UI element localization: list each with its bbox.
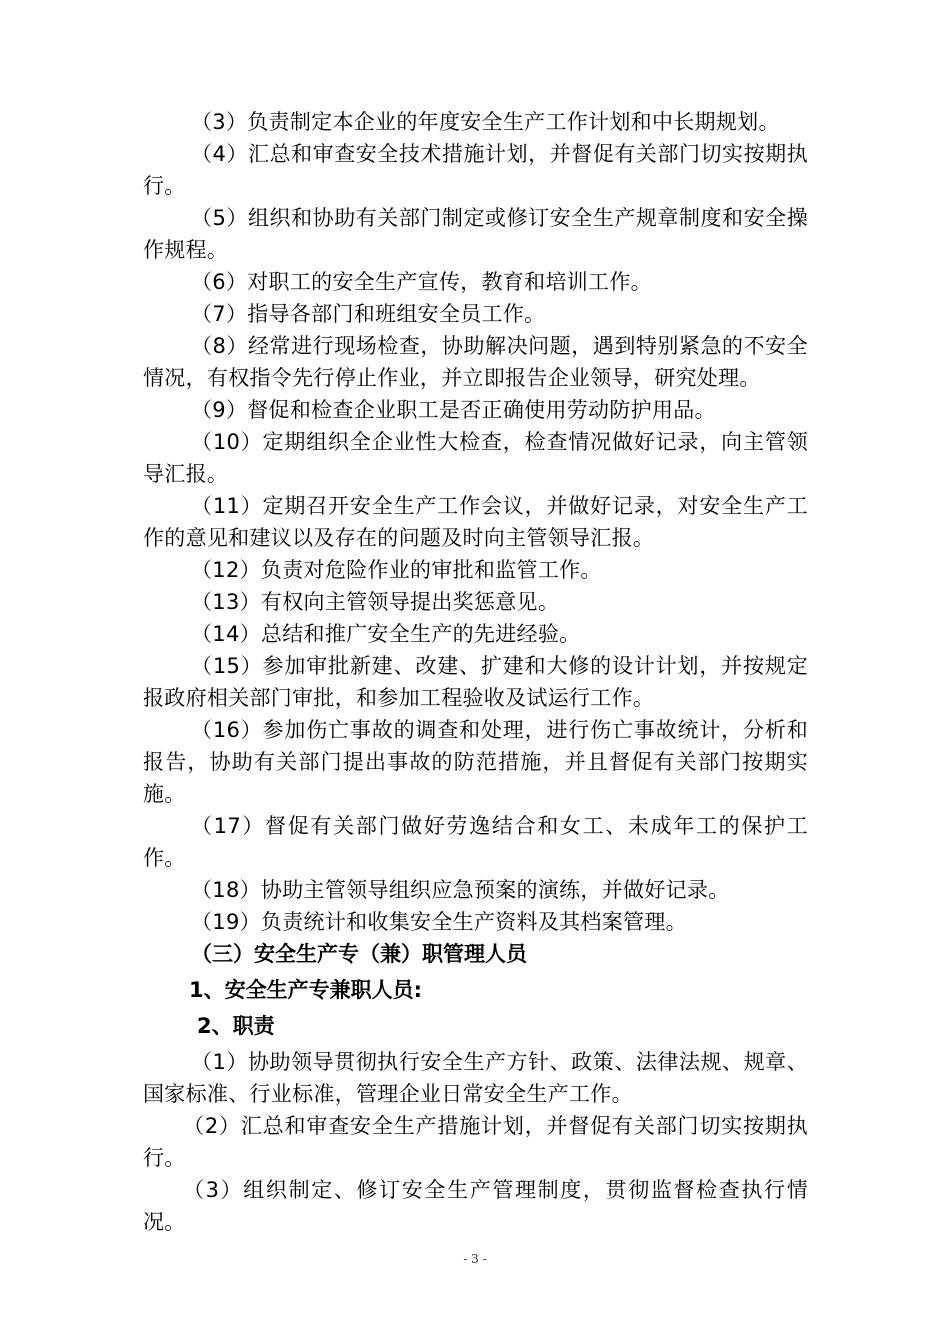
paragraph-item-3: （3）负责制定本企业的年度安全生产工作计划和中长期规划。: [191, 110, 780, 134]
paragraph-item-19: （19）负责统计和收集安全生产资料及其档案管理。: [191, 910, 687, 934]
page-number: - 3 -: [463, 1252, 487, 1266]
paragraph-item-10: （10）定期组织全企业性大检查，检查情况做好记录，向主管领导汇报。: [143, 430, 808, 486]
paragraph-item-13: （13）有权向主管领导提出奖惩意见。: [191, 590, 560, 614]
paragraph-item-18: （18）协助主管领导组织应急预案的演练，并做好记录。: [191, 878, 730, 902]
paragraph-item-12: （12）负责对危险作业的审批和监管工作。: [191, 558, 602, 582]
paragraph-item-6: （6）对职工的安全生产宣传，教育和培训工作。: [191, 270, 652, 294]
paragraph-item-17: （17）督促有关部门做好劳逸结合和女工、未成年工的保护工作。: [143, 814, 808, 870]
paragraph-item-5: （5）组织和协助有关部门制定或修订安全生产规章制度和安全操作规程。: [143, 206, 808, 262]
paragraph-item-11: （11）定期召开安全生产工作会议，并做好记录，对安全生产工作的意见和建议以及存在的问题及时向主管领导汇报。: [143, 494, 808, 550]
duty-item-1: （1）协助领导贯彻执行安全生产方针、政策、法律法规、规章、国家标准、行业标准，管理企业日常安全生产工作。: [143, 1050, 808, 1106]
paragraph-item-7: （7）指导各部门和班组安全员工作。: [191, 302, 546, 326]
sub-heading-duties: 2、职责: [197, 1014, 275, 1038]
section-heading: （三）安全生产专（兼）职管理人员: [191, 942, 527, 966]
paragraph-item-16: （16）参加伤亡事故的调查和处理，进行伤亡事故统计，分析和报告，协助有关部门提出事故的防范措施，并且督促有关部门按期实施。: [143, 718, 808, 806]
paragraph-item-8: （8）经常进行现场检查，协助解决问题，遇到特别紧急的不安全情况，有权指令先行停止作业，并立即报告企业领导，研究处理。: [143, 334, 808, 390]
paragraph-item-15: （15）参加审批新建、改建、扩建和大修的设计计划，并按规定报政府相关部门审批，和参加工程验收及试运行工作。: [143, 654, 808, 710]
paragraph-item-4: （4）汇总和审查安全技术措施计划，并督促有关部门切实按期执行。: [143, 142, 808, 198]
duty-item-3: （3）组织制定、修订安全生产管理制度，贯彻监督检查执行情况。: [143, 1178, 808, 1234]
sub-heading-staff: 1、安全生产专兼职人员:: [189, 978, 423, 1002]
page-content: [143, 106, 808, 1238]
paragraph-item-9: （9）督促和检查企业职工是否正确使用劳动防护用品。: [191, 398, 716, 422]
duty-item-2: （2）汇总和审查安全生产措施计划，并督促有关部门切实按期执行。: [143, 1114, 808, 1170]
paragraph-item-14: （14）总结和推广安全生产的先进经验。: [191, 622, 581, 646]
